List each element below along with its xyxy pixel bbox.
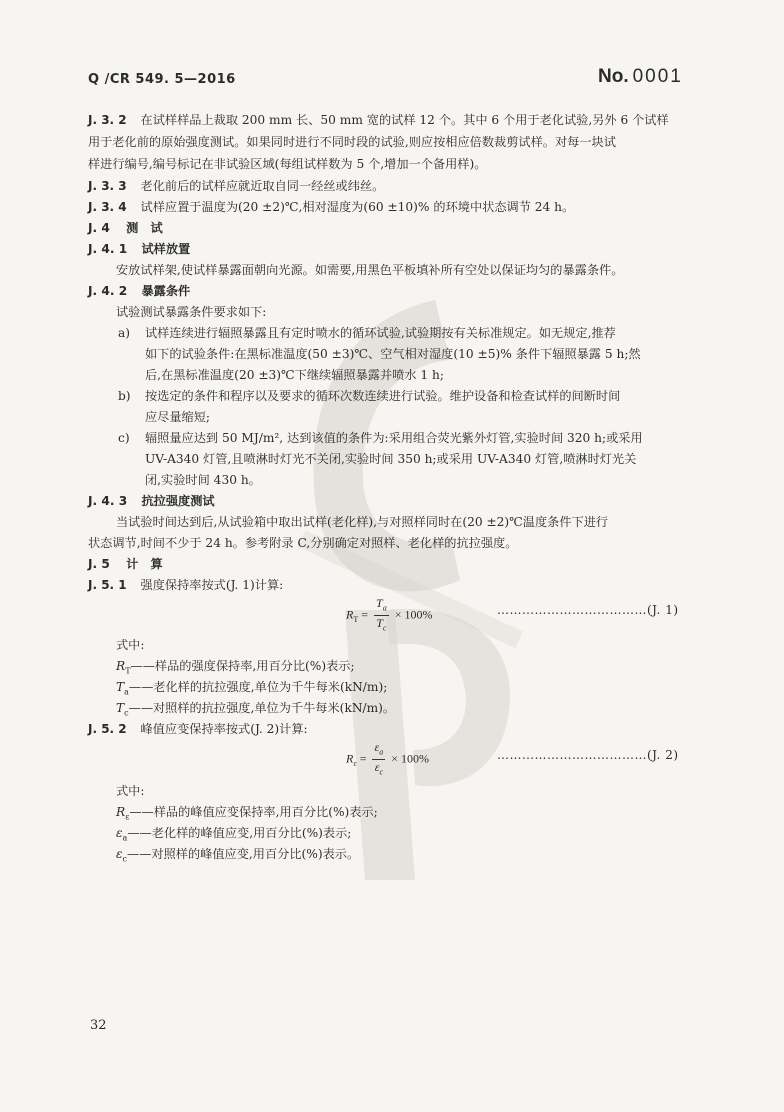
page-number: 32 — [90, 1018, 107, 1033]
clause-j51 — [88, 577, 283, 593]
text-line: 后,在黑标准温度(20 ±3)℃下继续辐照暴露并喷水 1 h; — [145, 368, 445, 382]
clause-text: 试样应置于温度为(20 ±2)℃,相对湿度为(60 ±10)% 的环境中状态调节 24 h。 — [140, 200, 575, 214]
formula-lhs: R — [346, 751, 354, 766]
text-line: 闭,实验时间 430 h。 — [145, 473, 261, 487]
formula-fraction — [372, 740, 385, 780]
definition-text: ——老化样的峰值应变,用百分比(%)表示; — [127, 826, 352, 840]
clause-number: J. 4. 1 — [88, 242, 128, 256]
clause-text: 在试样样品上裁取 200 mm 长、50 mm 宽的试样 12 个。其中 6 个用于老化试验,另外 6 个试样 — [140, 113, 669, 127]
text-line: UV-A340 灯管,且喷淋时灯光不关闭,实验时间 350 h;或采用 UV-A340 灯管,喷淋时灯光关 — [145, 452, 637, 466]
symbol: T — [116, 701, 125, 715]
section-j5 — [88, 556, 163, 572]
clause-number: J. 4. 2 — [88, 284, 128, 298]
clause-j52 — [88, 721, 308, 737]
symbol-sub: c — [124, 708, 129, 718]
clause-title: 暴露条件 — [141, 284, 191, 298]
symbol: ε — [116, 826, 123, 840]
definition-re — [116, 804, 378, 825]
definition-rt — [116, 658, 355, 679]
text-line: 试样连续进行辐照暴露且有定时喷水的循环试验,试验期按有关标准规定。如无规定,推荐 — [145, 326, 616, 340]
clause-title: 试样放置 — [141, 242, 191, 256]
no-label: No. — [598, 66, 629, 87]
no-value: 0001 — [632, 66, 683, 87]
symbol-sub: c — [122, 854, 128, 864]
symbol: T — [116, 680, 125, 694]
clause-number: J. 5. 1 — [88, 578, 127, 592]
definition-text: ——样品的峰值应变保持率,用百分比(%)表示; — [129, 805, 378, 819]
clause-text: 峰值应变保持率按式(J. 2)计算: — [140, 722, 308, 736]
list-label-b: b) — [118, 389, 131, 403]
formula-multiplier: × 100% — [394, 607, 433, 622]
section-number: J. 4 — [88, 221, 110, 235]
formula-denominator: ε — [374, 760, 380, 775]
formula-ref-j2: ………………………………(J. 2) — [497, 748, 679, 762]
formula-j2: $R_\varepsilon$ = $\frac{\varepsilon_a}{\varepsilon_c}$ × 100% — [346, 740, 429, 780]
formula-fraction — [374, 596, 389, 636]
clause-number: J. 5. 2 — [88, 722, 127, 736]
symbol-sub: a — [122, 833, 128, 843]
text-line: 样进行编号,编号标记在非试验区域(每组试样数为 5 个,增加一个备用样)。 — [88, 157, 487, 171]
text-line: 安放试样架,使试样暴露面朝向光源。如需要,用黑色平板填补所有空处以保证均匀的暴露条件。 — [116, 263, 624, 277]
clause-j43-heading — [88, 493, 215, 509]
clause-number: J. 4. 3 — [88, 494, 128, 508]
standard-code: Q /CR 549. 5—2016 — [88, 72, 236, 87]
formula-denominator: T — [376, 616, 383, 631]
document-number — [598, 66, 683, 88]
symbol: R — [116, 659, 126, 673]
definition-text: ——老化样的抗拉强度,单位为千牛每米(kN/m); — [128, 680, 388, 694]
section-j4 — [88, 220, 163, 236]
definition-ea — [116, 825, 351, 846]
definition-text: ——对照样的抗拉强度,单位为千牛每米(kN/m)。 — [128, 701, 396, 715]
text-line: 应尽量缩短; — [145, 410, 211, 424]
formula-numerator-sub: a — [379, 747, 384, 757]
formula-j1: $R_T$ = $\frac{T_a}{T_c}$ × 100% — [346, 596, 432, 636]
text-line: 如下的试验条件:在黑标准温度(50 ±3)℃、空气相对湿度(10 ±5)% 条件下辐照暴露 5 h;然 — [145, 347, 641, 361]
clause-number: J. 3. 4 — [88, 200, 127, 214]
clause-j34 — [88, 199, 574, 215]
text-line: 用于老化前的原始强度测试。如果同时进行不同时段的试验,则应按相应倍数裁剪试样。对每一块试 — [88, 135, 616, 149]
clause-title: 抗拉强度测试 — [141, 494, 215, 508]
formula-denominator-sub: c — [382, 623, 387, 633]
formula-lhs-sub: T — [353, 615, 359, 625]
section-title: 计 算 — [126, 557, 163, 571]
formula-numerator-sub: a — [382, 603, 387, 613]
text-line: 试验测试暴露条件要求如下: — [116, 305, 267, 319]
clause-j41-heading — [88, 241, 190, 257]
text-line: 状态调节,时间不少于 24 h。参考附录 C,分别确定对照样、老化样的抗拉强度。 — [88, 536, 518, 550]
formula-lhs-sub: ε — [353, 759, 357, 769]
definition-text: ——对照样的峰值应变,用百分比(%)表示。 — [127, 847, 360, 861]
clause-j32 — [88, 112, 669, 128]
text-line: 当试验时间达到后,从试验箱中取出试样(老化样),与对照样同时在(20 ±2)℃温度条件下进行 — [116, 515, 609, 529]
clause-number: J. 3. 3 — [88, 179, 127, 193]
clause-text: 老化前后的试样应就近取自同一经丝或纬丝。 — [140, 179, 385, 193]
symbol-sub: ε — [125, 812, 130, 822]
text-line: 辐照量应达到 50 MJ/m², 达到该值的条件为:采用组合荧光紫外灯管,实验时间 320 h;或采用 — [145, 431, 643, 445]
formula-multiplier: × 100% — [391, 751, 429, 766]
formula-numerator: ε — [374, 740, 380, 754]
formula-numerator: T — [376, 596, 383, 610]
formula-ref-j1: ………………………………(J. 1) — [497, 603, 679, 617]
definition-tc — [116, 700, 395, 721]
formula-lhs: R — [346, 607, 354, 622]
text-line: 按选定的条件和程序以及要求的循环次数连续进行试验。维护设备和检查试样的间断时间 — [145, 389, 621, 403]
symbol: R — [116, 805, 126, 819]
symbol: ε — [116, 847, 123, 861]
definition-text: ——样品的强度保持率,用百分比(%)表示; — [130, 659, 355, 673]
formula-denominator-sub: c — [379, 767, 383, 777]
clause-j33 — [88, 178, 384, 194]
clause-text: 强度保持率按式(J. 1)计算: — [140, 578, 284, 592]
definition-ta — [116, 679, 387, 700]
where-label: 式中: — [116, 638, 145, 652]
list-label-c: c) — [118, 431, 130, 445]
clause-j42-heading — [88, 283, 190, 299]
list-label-a: a) — [118, 326, 131, 340]
definition-ec — [116, 846, 359, 867]
section-number: J. 5 — [88, 557, 110, 571]
section-title: 测 试 — [126, 221, 163, 235]
clause-number: J. 3. 2 — [88, 113, 127, 127]
symbol-sub: a — [124, 687, 129, 697]
symbol-sub: T — [125, 666, 131, 676]
where-label: 式中: — [116, 784, 145, 798]
